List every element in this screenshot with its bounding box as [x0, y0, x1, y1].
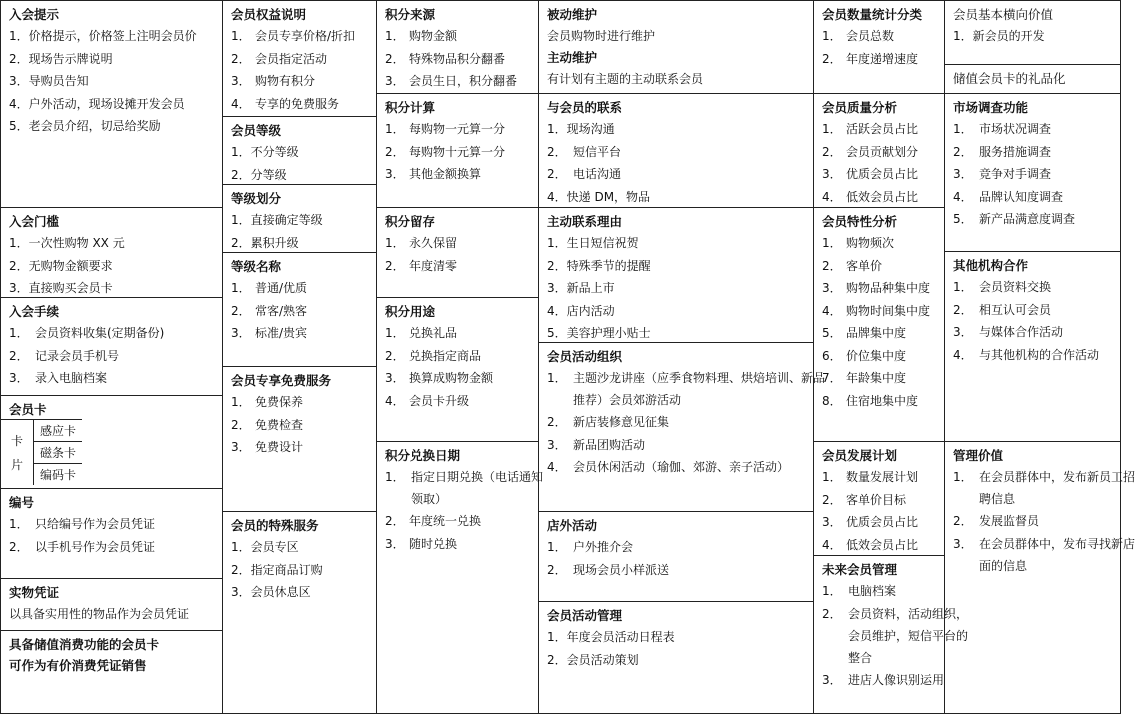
list-item: 3． 购物有积分 — [231, 74, 316, 88]
points-redeem-date-cell — [377, 442, 544, 713]
list-item: 3． 其他金额换算 — [385, 167, 482, 181]
card-type-cell: 感应卡 — [34, 420, 83, 442]
list-item: 2． 会员资料，活动组织，会员维护，短信平台的整合 — [822, 606, 969, 665]
physical-proof-title: 实物凭证 — [9, 585, 60, 600]
list-item: 1．一次性购物 XX 元 — [9, 236, 125, 250]
list-item: 2． 电话沟通 — [547, 167, 622, 181]
join-threshold-title: 入会门槛 — [9, 214, 60, 229]
stats-class-cell — [814, 1, 944, 94]
activity-mgmt-title: 会员活动管理 — [547, 608, 623, 623]
list-item: 3． 在会员群体中，发布寻找新店面的信息 — [953, 536, 1136, 573]
list-item: 2． 年度递增速度 — [822, 51, 919, 66]
list-item: 3． 进店人像识别运用 — [822, 672, 945, 687]
mgmt-value-cell — [945, 442, 1136, 713]
points-retain-cell — [377, 208, 538, 298]
list-item: 3． 竞争对手调查 — [953, 167, 1052, 181]
points-use-cell — [377, 298, 538, 442]
join-tips-cell — [1, 1, 222, 208]
points-retain-title: 积分留存 — [385, 214, 436, 229]
list-item: 3． 标准/贵宾 — [231, 326, 308, 340]
stored-value-cell — [1, 631, 222, 713]
list-item: 2． 现场会员小样派送 — [547, 562, 670, 577]
list-item: 1． 数量发展计划 — [822, 470, 919, 484]
stored-value-text: 可作为有价消费凭证销售 — [9, 658, 147, 673]
points-redeem-date-title: 积分兑换日期 — [385, 448, 461, 463]
list-item: 2． 新店装修意见征集 — [547, 415, 670, 429]
column-5 — [814, 1, 969, 713]
list-item: 4． 购物时间集中度 — [822, 303, 931, 318]
list-item: 4． 会员卡升级 — [385, 393, 470, 408]
list-item: 2． 客单价 — [822, 258, 883, 273]
future-title: 未来会员管理 — [822, 562, 898, 577]
list-item: 1．价格提示，价格签上注明会员价 — [9, 29, 197, 43]
market-research-cell — [945, 94, 1120, 252]
list-item: 1． 电脑档案 — [822, 584, 897, 598]
list-item: 3． 优质会员占比 — [822, 167, 919, 181]
list-item: 1．会员专区 — [231, 540, 299, 554]
card-type-cell: 磁条卡 — [34, 442, 83, 464]
active-text: 有计划有主题的主动联系会员 — [547, 72, 704, 86]
list-item: 1．现场沟通 — [547, 122, 615, 136]
list-item: 3． 免费设计 — [231, 440, 304, 454]
list-item: 1． 会员总数 — [822, 29, 895, 43]
list-item: 3． 优质会员占比 — [822, 515, 919, 529]
list-item: 5． 新产品满意度调查 — [953, 212, 1076, 226]
active-title: 主动维护 — [547, 50, 598, 65]
partners-title: 其他机构合作 — [953, 258, 1029, 273]
basic-value-title: 会员基本横向价值 — [953, 7, 1054, 22]
partners-cell — [945, 252, 1120, 442]
list-item: 1． 兑换礼品 — [385, 326, 458, 340]
list-item: 1．不分等级 — [231, 145, 299, 159]
list-item: 5． 品牌集中度 — [822, 326, 907, 340]
list-item: 1． 每购物一元算一分 — [385, 122, 506, 136]
list-item: 3． 新品团购活动 — [547, 437, 646, 452]
list-item: 4．快递 DM，物品 — [547, 189, 651, 204]
column-2 — [223, 1, 377, 713]
list-item: 1． 活跃会员占比 — [822, 122, 919, 136]
traits-title: 会员特性分析 — [822, 214, 898, 229]
list-item: 2． 免费检查 — [231, 417, 304, 432]
list-item: 2． 短信平台 — [547, 144, 622, 159]
list-item: 1． 主题沙龙讲座（应季食物料理、烘焙培训、新品推荐）会员郊游活动 — [547, 371, 826, 407]
list-item: 3． 录入电脑档案 — [9, 371, 108, 385]
points-source-title: 积分来源 — [385, 7, 436, 22]
member-card-cell — [1, 396, 222, 489]
traits-cell — [814, 208, 944, 442]
list-item: 4． 会员休闲活动（瑜伽、郊游、亲子活动） — [547, 460, 790, 474]
activity-org-title: 会员活动组织 — [547, 349, 623, 364]
level-names-title: 等级名称 — [231, 259, 282, 274]
list-item: 2． 发展监督员 — [953, 514, 1040, 528]
list-item: 2． 相互认可会员 — [953, 302, 1052, 317]
list-item: 1． 在会员群体中，发布新员工招聘信息 — [953, 470, 1136, 506]
points-source-cell — [377, 1, 538, 94]
column-1 — [1, 1, 223, 713]
list-item: 5．老会员介绍，切忌给奖励 — [9, 119, 161, 133]
rights-cell — [223, 1, 376, 117]
list-item: 6． 价位集中度 — [822, 348, 907, 363]
list-item: 2． 以手机号作为会员凭证 — [9, 539, 156, 554]
outdoor-title: 店外活动 — [547, 518, 598, 533]
contact-title: 与会员的联系 — [547, 100, 623, 115]
join-procedure-cell — [1, 298, 222, 396]
list-item: 3． 会员生日，积分翻番 — [385, 74, 518, 88]
gift-cell — [945, 65, 1120, 94]
mgmt-value-title: 管理价值 — [953, 448, 1004, 463]
list-item: 4． 低效会员占比 — [822, 189, 919, 204]
list-item: 2．指定商品订购 — [231, 562, 323, 577]
physical-proof-text: 以具备实用性的物品作为会员凭证 — [9, 607, 190, 621]
level-division-title: 等级划分 — [231, 191, 282, 206]
card-type-table — [1, 419, 82, 485]
stats-class-title: 会员数量统计分类 — [822, 7, 923, 22]
list-item: 1． 免费保养 — [231, 395, 304, 409]
list-item: 1． 购物频次 — [822, 236, 895, 250]
list-item: 2． 客单价目标 — [822, 492, 907, 507]
list-item: 4．店内活动 — [547, 303, 615, 318]
list-item: 1．年度会员活动日程表 — [547, 630, 675, 644]
maintenance-cell — [539, 1, 813, 94]
list-item: 3．导购员告知 — [9, 74, 89, 88]
list-item: 1． 指定日期兑换（电话通知领取） — [385, 470, 544, 506]
list-item: 2．现场告示牌说明 — [9, 51, 113, 66]
list-item: 1． 普通/优质 — [231, 281, 308, 295]
list-item: 2． 每购物十元算一分 — [385, 144, 506, 159]
free-services-cell — [223, 367, 376, 512]
list-item: 7． 年龄集中度 — [822, 371, 907, 385]
activity-org-cell — [539, 343, 826, 512]
list-item: 1．新会员的开发 — [953, 29, 1045, 43]
list-item: 4．户外活动，现场设摊开发会员 — [9, 96, 185, 111]
list-item: 1． 购物金额 — [385, 29, 458, 43]
list-item: 3． 与媒体合作活动 — [953, 325, 1064, 339]
points-calc-cell — [377, 94, 538, 208]
list-item: 4． 低效会员占比 — [822, 537, 919, 552]
card-side-label: 卡片 — [1, 420, 34, 486]
card-type-cell: 编码卡 — [34, 464, 83, 486]
list-item: 2． 服务措施调查 — [953, 144, 1052, 159]
points-use-title: 积分用途 — [385, 304, 436, 319]
list-item: 2． 记录会员手机号 — [9, 348, 120, 363]
list-item: 2． 特殊物品积分翻番 — [385, 51, 506, 66]
list-item: 3． 购物品种集中度 — [822, 281, 931, 295]
level-names-cell — [223, 253, 376, 367]
list-item: 2．无购物金额要求 — [9, 258, 113, 273]
join-tips-title: 入会提示 — [9, 7, 60, 22]
special-services-cell — [223, 512, 376, 713]
list-item: 1． 永久保留 — [385, 236, 458, 250]
list-item: 3． 换算成购物金额 — [385, 371, 494, 385]
list-item: 2． 会员指定活动 — [231, 51, 328, 66]
points-calc-title: 积分计算 — [385, 100, 436, 115]
contact-reasons-title: 主动联系理由 — [547, 214, 623, 229]
list-item: 4． 专享的免费服务 — [231, 96, 340, 111]
join-threshold-cell — [1, 208, 222, 298]
future-cell — [814, 556, 969, 713]
activity-mgmt-cell — [539, 602, 813, 713]
list-item: 2． 常客/熟客 — [231, 303, 308, 318]
level-division-cell — [223, 185, 376, 253]
list-item: 3． 随时兑换 — [385, 536, 458, 551]
market-research-title: 市场调查功能 — [953, 100, 1029, 115]
levels-title: 会员等级 — [231, 123, 282, 138]
list-item: 1．生日短信祝贺 — [547, 236, 639, 250]
dev-plan-cell — [814, 442, 944, 556]
join-procedure-title: 入会手续 — [9, 304, 60, 319]
quality-cell — [814, 94, 944, 208]
list-item: 4． 品牌认知度调查 — [953, 189, 1064, 204]
list-item: 3．新品上市 — [547, 281, 615, 295]
list-item: 1．直接确定等级 — [231, 213, 323, 227]
list-item: 1． 会员资料收集(定期备份) — [9, 326, 165, 340]
list-item: 1． 会员资料交换 — [953, 280, 1052, 294]
contact-cell — [539, 94, 813, 208]
list-item: 3．直接购买会员卡 — [9, 281, 113, 295]
list-item: 1． 市场状况调查 — [953, 122, 1052, 136]
numbering-cell — [1, 489, 222, 579]
rights-title: 会员权益说明 — [231, 7, 307, 22]
gift-title: 储值会员卡的礼品化 — [953, 71, 1066, 86]
list-item: 2． 兑换指定商品 — [385, 348, 482, 363]
list-item: 2． 年度统一兑换 — [385, 514, 482, 528]
basic-value-cell — [945, 1, 1120, 65]
list-item: 2．会员活动策划 — [547, 652, 639, 667]
numbering-title: 编号 — [9, 495, 35, 510]
stored-value-title: 具备储值消费功能的会员卡 — [9, 637, 160, 652]
dev-plan-title: 会员发展计划 — [822, 448, 898, 463]
column-4 — [539, 1, 826, 713]
column-3 — [377, 1, 544, 713]
column-6 — [945, 1, 1136, 713]
passive-title: 被动维护 — [547, 7, 598, 22]
list-item: 5．美容护理小贴士 — [547, 326, 651, 340]
list-item: 2．累积升级 — [231, 235, 299, 250]
list-item: 2．特殊季节的提醒 — [547, 258, 651, 273]
outdoor-cell — [539, 512, 813, 602]
list-item: 1． 只给编号作为会员凭证 — [9, 517, 156, 531]
list-item: 2． 年度清零 — [385, 258, 458, 273]
contact-reasons-cell — [539, 208, 813, 343]
list-item: 1． 会员专享价格/折扣 — [231, 29, 356, 43]
physical-proof-cell — [1, 579, 222, 631]
list-item: 2．分等级 — [231, 167, 287, 182]
list-item: 3．会员休息区 — [231, 585, 311, 599]
list-item: 4． 与其他机构的合作活动 — [953, 347, 1100, 362]
list-item: 1． 户外推介会 — [547, 540, 634, 554]
list-item: 2． 会员贡献划分 — [822, 144, 919, 159]
passive-text: 会员购物时进行维护 — [547, 29, 656, 43]
levels-cell — [223, 117, 376, 185]
member-card-title: 会员卡 — [9, 402, 47, 417]
quality-title: 会员质量分析 — [822, 100, 898, 115]
special-services-title: 会员的特殊服务 — [231, 518, 319, 533]
list-item: 8． 住宿地集中度 — [822, 393, 919, 408]
free-services-title: 会员专享免费服务 — [231, 373, 332, 388]
